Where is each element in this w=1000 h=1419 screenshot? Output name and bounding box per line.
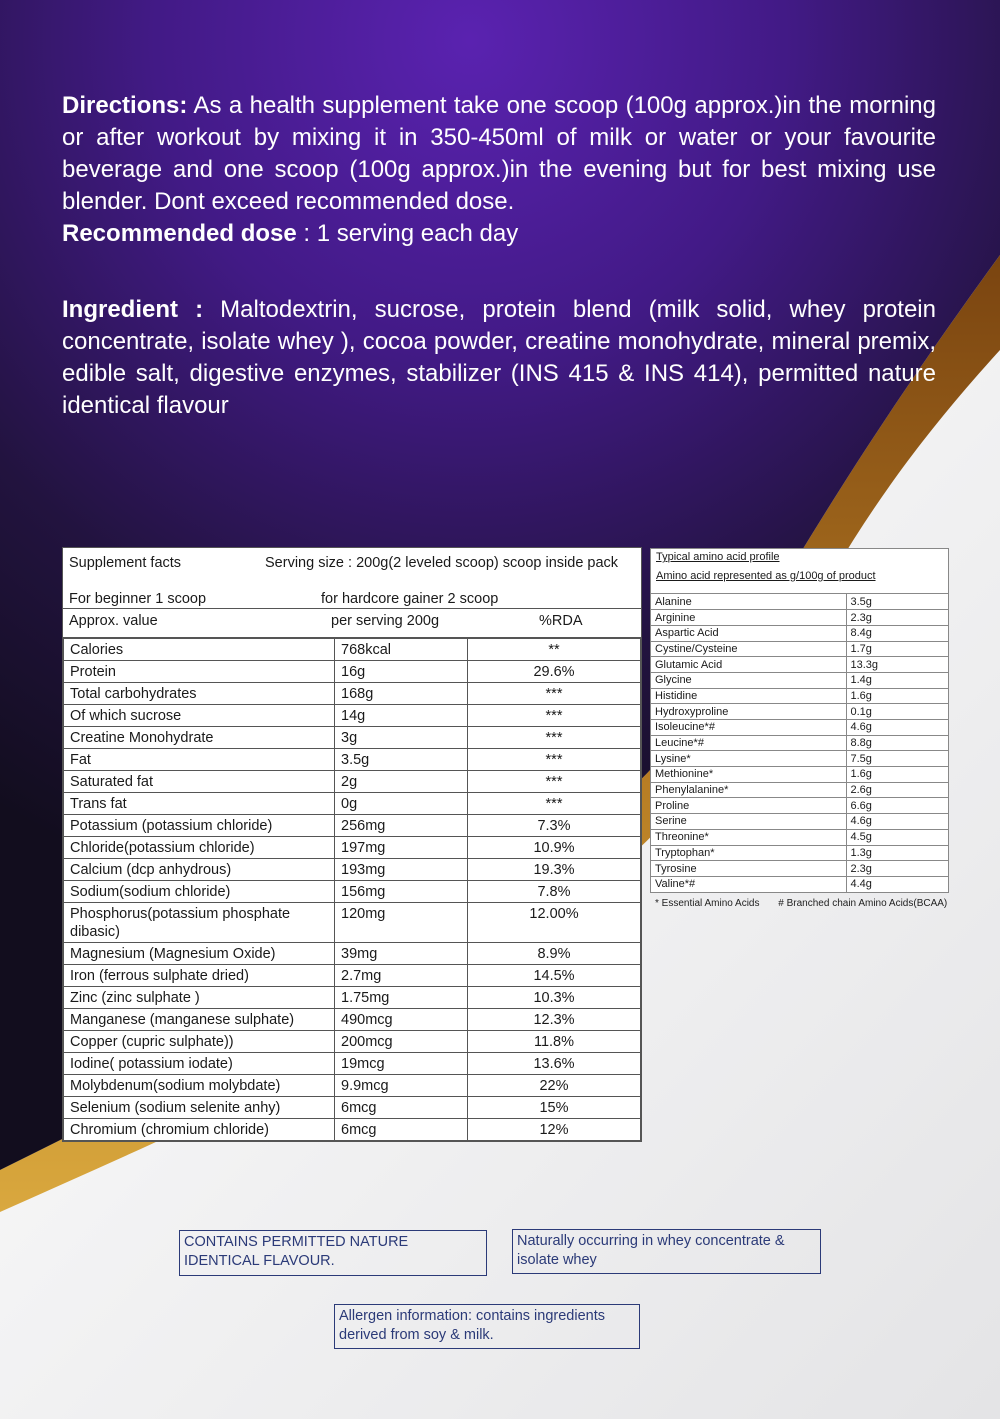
flavour-notice-box: CONTAINS PERMITTED NATURE IDENTICAL FLAVOUR.: [179, 1230, 487, 1276]
amino-value: 1.3g: [846, 845, 948, 861]
nutrient-value: 3.5g: [335, 749, 468, 771]
amino-name: Tyrosine: [651, 861, 846, 877]
amino-value: 2.3g: [846, 610, 948, 626]
nutrient-rda: 22%: [468, 1075, 641, 1097]
nutrient-name: Sodium(sodium chloride): [64, 881, 335, 903]
nutrient-name: Manganese (manganese sulphate): [64, 1009, 335, 1031]
facts-row: [64, 903, 641, 943]
amino-row: [651, 657, 948, 673]
nutrient-rda: 12.3%: [468, 1009, 641, 1031]
ingredient-text: [62, 294, 936, 422]
amino-value: 6.6g: [846, 798, 948, 814]
amino-row: [651, 767, 948, 783]
amino-name: Leucine*#: [651, 735, 846, 751]
nutrient-name: Chloride(potassium chloride): [64, 837, 335, 859]
amino-row: [651, 845, 948, 861]
amino-name: Tryptophan*: [651, 845, 846, 861]
nutrient-value: 19mcg: [335, 1053, 468, 1075]
nutrient-name: Potassium (potassium chloride): [64, 815, 335, 837]
amino-name: Glutamic Acid: [651, 657, 846, 673]
amino-row: [651, 610, 948, 626]
amino-value: 1.6g: [846, 688, 948, 704]
nutrient-rda: ***: [468, 727, 641, 749]
nutrient-name: Iodine( potassium iodate): [64, 1053, 335, 1075]
facts-row: [64, 705, 641, 727]
facts-row: [64, 943, 641, 965]
nutrient-name: Total carbohydrates: [64, 683, 335, 705]
directions-body: As a health supplement take one scoop (100g approx.)in the morning or after workout by mixing it in 350-450ml of milk or water or your favourite beverage and one scoop (100g approx.)in the evening but for best mixing use blender. Dont exceed recommended dose.: [62, 92, 936, 215]
facts-row: [64, 987, 641, 1009]
amino-value: 2.3g: [846, 861, 948, 877]
amino-value: 4.4g: [846, 876, 948, 892]
amino-row: [651, 814, 948, 830]
amino-acid-table: [650, 548, 949, 893]
supplement-facts-table: [62, 547, 642, 1142]
allergen-notice-box: Allergen information: contains ingredients derived from soy & milk.: [334, 1304, 640, 1349]
amino-row: [651, 688, 948, 704]
supplement-facts-title: Supplement facts: [69, 555, 182, 571]
supplement-facts-header: [63, 548, 641, 609]
nutrient-value: 768kcal: [335, 639, 468, 661]
amino-row: [651, 641, 948, 657]
nutrient-name: Selenium (sodium selenite anhy): [64, 1097, 335, 1119]
footnote-bcaa: # Branched chain Amino Acids(BCAA): [778, 898, 948, 909]
nutrient-name: Calories: [64, 639, 335, 661]
facts-row: [64, 793, 641, 815]
facts-row: [64, 837, 641, 859]
amino-name: Cystine/Cysteine: [651, 641, 846, 657]
amino-row: [651, 672, 948, 688]
directions-label: Directions:: [62, 92, 188, 119]
facts-row: [64, 965, 641, 987]
amino-name: Lysine*: [651, 751, 846, 767]
facts-row: [64, 727, 641, 749]
nutrient-rda: ***: [468, 771, 641, 793]
facts-row: [64, 749, 641, 771]
col-per-serving: per serving 200g: [331, 613, 440, 629]
nutrient-value: 256mg: [335, 815, 468, 837]
nutrient-rda: ***: [468, 793, 641, 815]
nutrient-rda: 7.8%: [468, 881, 641, 903]
nutrient-value: 156mg: [335, 881, 468, 903]
nutrient-value: 200mcg: [335, 1031, 468, 1053]
facts-row: [64, 859, 641, 881]
nutrient-rda: 10.9%: [468, 837, 641, 859]
nutrient-value: 0g: [335, 793, 468, 815]
facts-row: [64, 881, 641, 903]
nutrient-value: 490mcg: [335, 1009, 468, 1031]
amino-row: [651, 720, 948, 736]
amino-name: Phenylalanine*: [651, 782, 846, 798]
amino-subtitle: Amino acid represented as g/100g of product: [651, 568, 948, 594]
amino-value: 1.7g: [846, 641, 948, 657]
facts-column-headers: [63, 609, 641, 638]
nutrient-rda: 29.6%: [468, 661, 641, 683]
nutrient-rda: 15%: [468, 1097, 641, 1119]
nutrient-value: 120mg: [335, 903, 468, 943]
recommended-dose-label: Recommended dose: [62, 220, 297, 247]
facts-row: [64, 1097, 641, 1119]
amino-name: Methionine*: [651, 767, 846, 783]
nutrient-value: 16g: [335, 661, 468, 683]
amino-name: Histidine: [651, 688, 846, 704]
amino-row: [651, 704, 948, 720]
nutrient-value: 6mcg: [335, 1119, 468, 1141]
amino-value: 7.5g: [846, 751, 948, 767]
nutrient-value: 39mg: [335, 943, 468, 965]
amino-row: [651, 798, 948, 814]
nutrient-name: Calcium (dcp anhydrous): [64, 859, 335, 881]
nutrient-rda: 12%: [468, 1119, 641, 1141]
nutrient-rda: 8.9%: [468, 943, 641, 965]
nutrient-value: 1.75mg: [335, 987, 468, 1009]
footnote-essential: * Essential Amino Acids: [655, 898, 760, 909]
facts-row: [64, 815, 641, 837]
facts-row: [64, 1119, 641, 1141]
facts-row: [64, 1075, 641, 1097]
amino-name: Proline: [651, 798, 846, 814]
amino-value: 0.1g: [846, 704, 948, 720]
serving-size: Serving size : 200g(2 leveled scoop) scoop inside pack: [265, 555, 619, 571]
nutrient-value: 14g: [335, 705, 468, 727]
amino-name: Threonine*: [651, 829, 846, 845]
nutrient-rda: 7.3%: [468, 815, 641, 837]
amino-title: Typical amino acid profile: [656, 551, 780, 563]
nutrient-name: Trans fat: [64, 793, 335, 815]
amino-row: [651, 829, 948, 845]
nutrient-name: Chromium (chromium chloride): [64, 1119, 335, 1141]
nutrient-value: 9.9mcg: [335, 1075, 468, 1097]
facts-row: [64, 1009, 641, 1031]
amino-name: Valine*#: [651, 876, 846, 892]
amino-row: [651, 861, 948, 877]
col-rda: %RDA: [539, 613, 583, 629]
nutrient-name: Molybdenum(sodium molybdate): [64, 1075, 335, 1097]
amino-row: [651, 594, 948, 610]
amino-value: 4.5g: [846, 829, 948, 845]
beginner-note: For beginner 1 scoop: [69, 591, 207, 607]
amino-name: Glycine: [651, 672, 846, 688]
nutrient-name: Zinc (zinc sulphate ): [64, 987, 335, 1009]
amino-name: Hydroxyproline: [651, 704, 846, 720]
col-approx-value: Approx. value: [69, 613, 158, 629]
nutrient-name: Saturated fat: [64, 771, 335, 793]
directions-text: [62, 90, 936, 250]
amino-footnotes: [655, 898, 947, 909]
amino-value: 8.4g: [846, 625, 948, 641]
nutrient-rda: **: [468, 639, 641, 661]
ingredient-body: Maltodextrin, sucrose, protein blend (milk solid, whey protein concentrate, isolate whey ), cocoa powder, creatine monohydrate, mineral premix, edible salt, digestive enzymes, stabilizer (INS 415 & INS 414), permitted nature identical flavour: [62, 296, 936, 419]
recommended-dose-value: : 1 serving each day: [296, 220, 519, 247]
amino-value: 13.3g: [846, 657, 948, 673]
nutrient-value: 197mg: [335, 837, 468, 859]
amino-rows: [651, 594, 948, 892]
nutrient-name: Creatine Monohydrate: [64, 727, 335, 749]
whey-notice-box: Naturally occurring in whey concentrate & isolate whey: [512, 1229, 821, 1274]
nutrient-value: 2.7mg: [335, 965, 468, 987]
amino-value: 4.6g: [846, 720, 948, 736]
nutrient-rda: 14.5%: [468, 965, 641, 987]
amino-name: Serine: [651, 814, 846, 830]
amino-row: [651, 782, 948, 798]
nutrient-rda: ***: [468, 705, 641, 727]
amino-row: [651, 876, 948, 892]
amino-name: Isoleucine*#: [651, 720, 846, 736]
nutrient-name: Copper (cupric sulphate)): [64, 1031, 335, 1053]
amino-value: 8.8g: [846, 735, 948, 751]
nutrient-value: 168g: [335, 683, 468, 705]
amino-name: Alanine: [651, 594, 846, 610]
nutrient-value: 3g: [335, 727, 468, 749]
amino-name: Arginine: [651, 610, 846, 626]
nutrient-rda: 13.6%: [468, 1053, 641, 1075]
nutrient-name: Protein: [64, 661, 335, 683]
nutrient-value: 6mcg: [335, 1097, 468, 1119]
nutrient-name: Iron (ferrous sulphate dried): [64, 965, 335, 987]
facts-row: [64, 639, 641, 661]
facts-row: [64, 1031, 641, 1053]
facts-row: [64, 1053, 641, 1075]
nutrient-rda: 19.3%: [468, 859, 641, 881]
amino-row: [651, 735, 948, 751]
facts-row: [64, 771, 641, 793]
ingredient-label: Ingredient :: [62, 296, 204, 323]
nutrient-name: Magnesium (Magnesium Oxide): [64, 943, 335, 965]
amino-value: 4.6g: [846, 814, 948, 830]
amino-value: 3.5g: [846, 594, 948, 610]
nutrient-value: 2g: [335, 771, 468, 793]
amino-row: [651, 625, 948, 641]
nutrient-name: Phosphorus(potassium phosphate dibasic): [64, 903, 335, 943]
amino-value: 1.6g: [846, 767, 948, 783]
nutrient-rda: 12.00%: [468, 903, 641, 943]
nutrient-rda: 10.3%: [468, 987, 641, 1009]
facts-rows: [63, 638, 641, 1141]
facts-row: [64, 683, 641, 705]
nutrient-value: 193mg: [335, 859, 468, 881]
facts-row: [64, 661, 641, 683]
amino-row: [651, 751, 948, 767]
hardcore-note: for hardcore gainer 2 scoop: [321, 591, 499, 607]
nutrient-rda: ***: [468, 683, 641, 705]
amino-name: Aspartic Acid: [651, 625, 846, 641]
amino-value: 2.6g: [846, 782, 948, 798]
nutrient-name: Fat: [64, 749, 335, 771]
nutrient-rda: ***: [468, 749, 641, 771]
nutrient-name: Of which sucrose: [64, 705, 335, 727]
nutrient-rda: 11.8%: [468, 1031, 641, 1053]
amino-value: 1.4g: [846, 672, 948, 688]
